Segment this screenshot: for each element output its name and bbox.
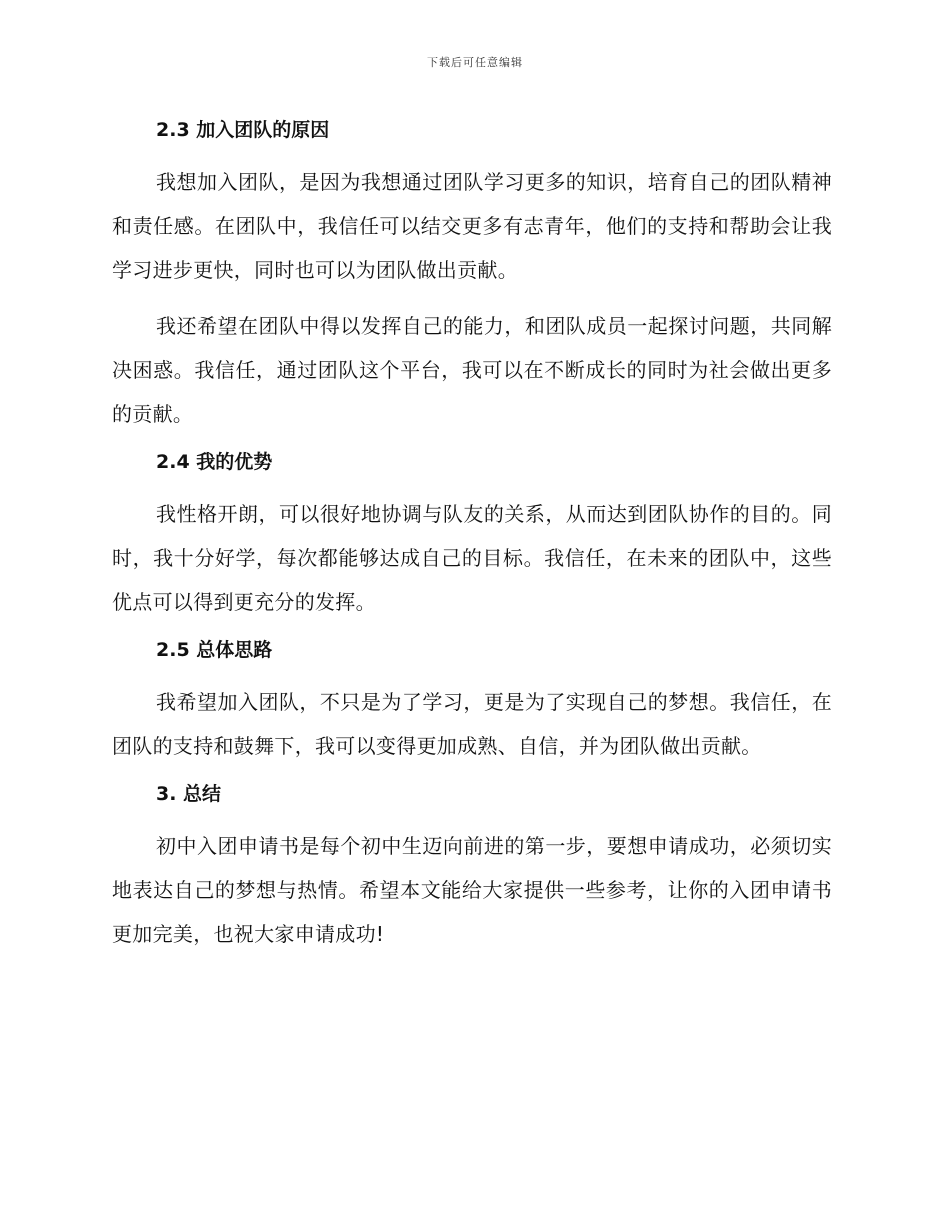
paragraph-3-1: 初中入团申请书是每个初中生迈向前进的第一步，要想申请成功，必须切实地表达自己的梦想与热情。希望本文能给大家提供一些参考，让你的入团申请书更加完美，也祝大家申请成功! xyxy=(112,834,832,946)
section-heading-2-4: 2.4 我的优势 xyxy=(156,451,273,473)
section-heading-2-5: 2.5 总体思路 xyxy=(156,639,273,661)
section-heading-3: 3. 总结 xyxy=(156,783,222,805)
paragraph-2-4-1: 我性格开朗，可以很好地协调与队友的关系，从而达到团队协作的目的。同时，我十分好学，每次都能够达成自己的目标。我信任，在未来的团队中，这些优点可以得到更充分的发挥。 xyxy=(112,502,832,614)
page-header-note: 下载后可任意编辑 xyxy=(427,56,523,69)
paragraph-2-3-2: 我还希望在团队中得以发挥自己的能力，和团队成员一起探讨问题，共同解决困惑。我信任，通过团队这个平台，我可以在不断成长的同时为社会做出更多的贡献。 xyxy=(112,314,832,426)
paragraph-2-3-1: 我想加入团队，是因为我想通过团队学习更多的知识，培育自己的团队精神和责任感。在团队中，我信任可以结交更多有志青年，他们的支持和帮助会让我学习进步更快，同时也可以为团队做出贡献。 xyxy=(112,170,832,282)
document-body xyxy=(112,112,832,964)
paragraph-2-5-1: 我希望加入团队，不只是为了学习，更是为了实现自己的梦想。我信任，在团队的支持和鼓舞下，我可以变得更加成熟、自信，并为团队做出贡献。 xyxy=(112,690,832,758)
section-heading-2-3: 2.3 加入团队的原因 xyxy=(156,119,330,141)
